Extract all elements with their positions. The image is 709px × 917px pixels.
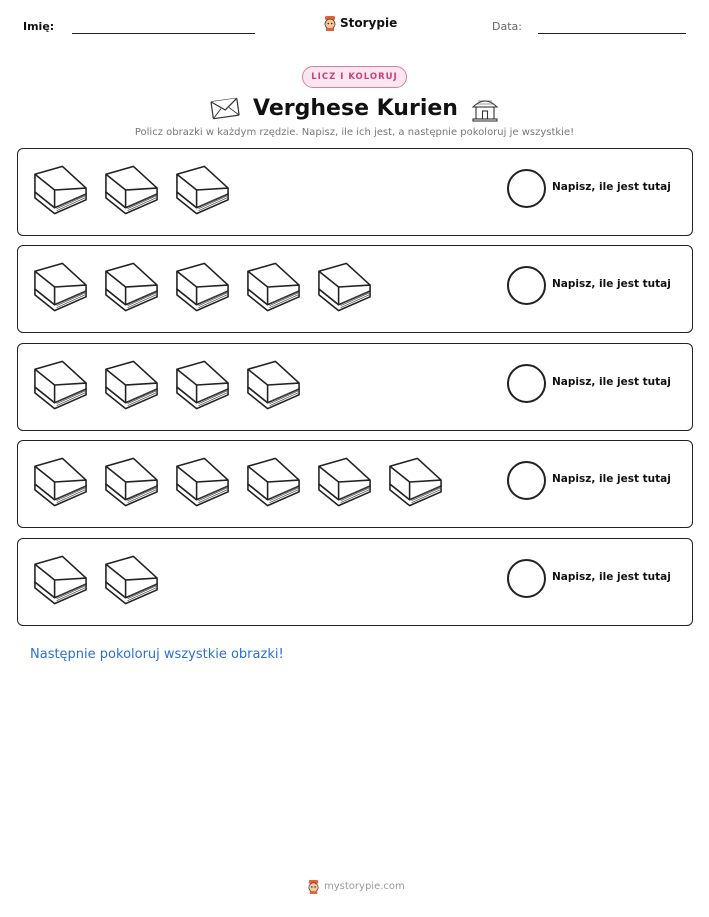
answer-circle[interactable]: [507, 169, 546, 208]
footer-instruction: Następnie pokoloruj wszystkie obrazki!: [30, 647, 284, 662]
count-row: [17, 148, 693, 236]
book-icon: [173, 259, 232, 315]
answer-circle[interactable]: [507, 559, 546, 598]
book-icon: [244, 259, 303, 315]
storypie-mascot-icon: [323, 15, 337, 31]
book-group: [31, 552, 161, 608]
date-label: Data:: [492, 20, 522, 33]
answer-circle[interactable]: [507, 266, 546, 305]
book-group: [31, 162, 232, 218]
book-icon: [102, 357, 161, 413]
activity-badge-text: LICZ I KOLORUJ: [311, 72, 398, 82]
book-icon: [102, 162, 161, 218]
page-title: Verghese Kurien: [253, 95, 458, 121]
answer-circle[interactable]: [507, 364, 546, 403]
instructions: Policz obrazki w każdym rzędzie. Napisz, ile ich jest, a następnie pokoloruj je wszystkie!: [134, 127, 575, 138]
activity-badge: [302, 66, 407, 88]
footer-brand-text: mystorypie.com: [324, 881, 405, 892]
brand-name: Storypie: [340, 16, 398, 30]
write-count-label: Napisz, ile jest tutaj: [552, 571, 671, 583]
title-row: [0, 90, 709, 126]
book-icon: [315, 454, 374, 510]
answer-circle[interactable]: [507, 461, 546, 500]
count-row: [17, 343, 693, 431]
write-count-label: Napisz, ile jest tutaj: [552, 181, 671, 193]
hut-icon: [470, 94, 500, 122]
book-group: [31, 357, 303, 413]
count-row: [17, 538, 693, 626]
book-icon: [102, 454, 161, 510]
storypie-mascot-icon: [307, 879, 320, 894]
write-count-label: Napisz, ile jest tutaj: [552, 278, 671, 290]
book-group: [31, 259, 374, 315]
name-line[interactable]: [72, 33, 255, 34]
book-icon: [244, 357, 303, 413]
date-line[interactable]: [538, 33, 686, 34]
write-count-label: Napisz, ile jest tutaj: [552, 473, 671, 485]
book-group: [31, 454, 445, 510]
book-icon: [173, 357, 232, 413]
book-icon: [244, 454, 303, 510]
footer-brand: [307, 879, 405, 894]
write-count-label: Napisz, ile jest tutaj: [552, 376, 671, 388]
book-icon: [173, 162, 232, 218]
book-icon: [102, 259, 161, 315]
book-icon: [31, 162, 90, 218]
book-icon: [31, 357, 90, 413]
worksheet-header: [0, 14, 709, 40]
book-icon: [386, 454, 445, 510]
count-row: [17, 245, 693, 333]
book-icon: [31, 552, 90, 608]
book-icon: [315, 259, 374, 315]
brand-logo: [323, 14, 397, 32]
count-row: [17, 440, 693, 528]
name-label: Imię:: [23, 20, 55, 33]
book-icon: [31, 259, 90, 315]
book-icon: [31, 454, 90, 510]
envelope-icon: [209, 95, 241, 121]
book-icon: [102, 552, 161, 608]
book-icon: [173, 454, 232, 510]
